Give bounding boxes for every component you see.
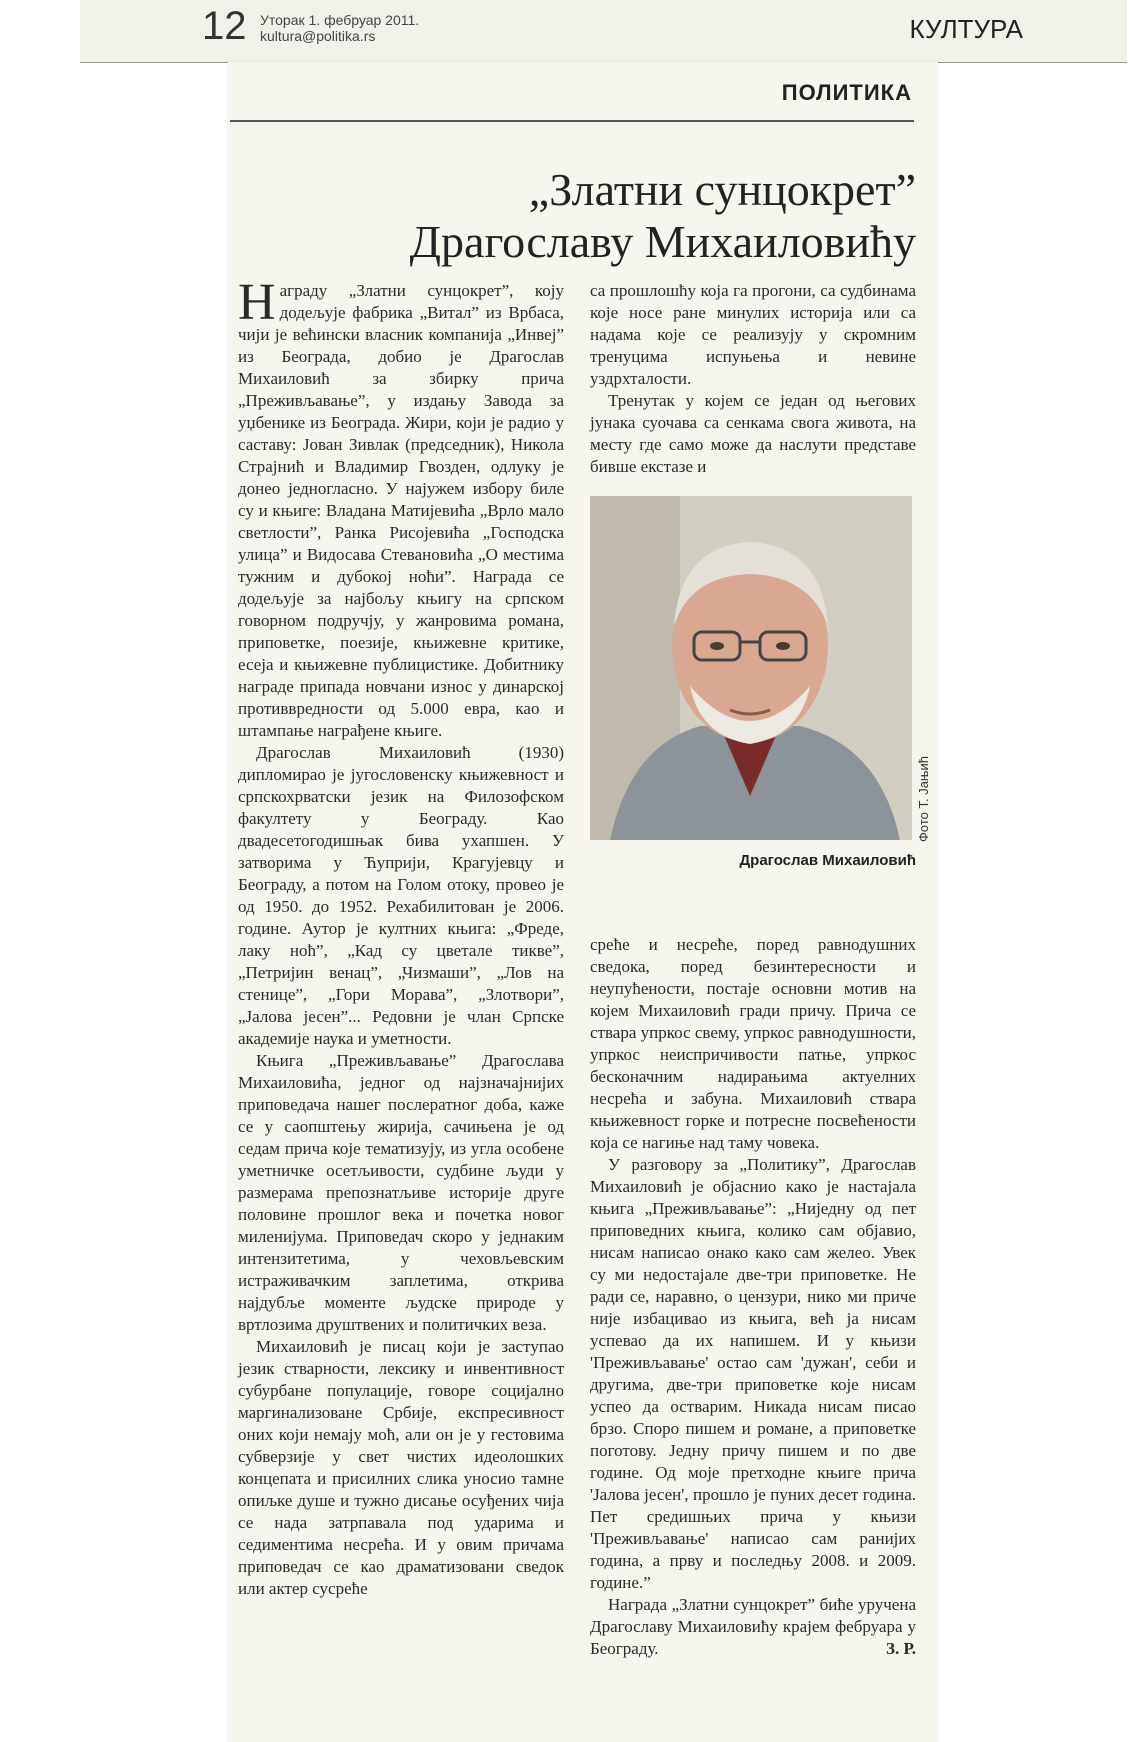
paragraph: Књига „Преживљавање” Драгослава Михаиловића, једног од најзначајнијих приповедача нашег послератног доба, каже се у саопштењу жирија, сачињена је од седам прича које тематизују, из угла особене уметничке осетљивости, судбине људи у размерама препознатљиве историје друге половине прошлог века и почетка новог миленијума. Приповедач скоро у једнаким интензитетима, у чеховљевским истраживачким заплетима, открива најдубље моменте људске природе у вртлозима друштвених и политичких веза. bbox=[238, 1051, 564, 1334]
newspaper-logo: ПОЛИТИКА bbox=[781, 80, 912, 105]
photo-caption: Драгослав Михаиловић bbox=[739, 852, 916, 869]
paragraph: У разговору за „Политику”, Драгослав Михаиловић је објаснио како је настајала књига „Преживљавање”: „Ниједну од пет приповедних књига, колико сам објавио, нисам написао онако како сам желео. Увек су ми недостајале две-три приповетке. Не ради се, наравно, о цензури, нико ми приче није избацивао из књига, већ ја нисам успевао да их напишем. И у књизи 'Преживљавање' остао сам 'дужан', себи и другима, две-три приповетке које нисам успео да остварим. Никада нисам писао брзо. Споро пишем и романе, а приповетке поготову. Једну причу пишем и по две године. Од моје претходне књиге прича 'Јалова јесен', прошло је пуних десет година. Пет средишњих прича у књизи 'Преживљавање' написао сам ранијих година, а прву и последњу 2008. и 2009. године.” bbox=[590, 1155, 916, 1592]
headline-line-2: Драгославу Михаиловићу bbox=[409, 216, 916, 267]
paragraph: Драгослав Михаиловић (1930) дипломирао је југословенску књижевност и српскохрватски језик на Филозофском факултету у Београду. Као двадесетогодишњак бива ухапшен. У затворима у Ћуприји, Крагујевцу и Београду, а потом на Голом отоку, провео је од 1950. до 1952. Рехабилитован је 2006. године. Аутор је култних књига: „Фреде, лаку ноћ”, „Кад су цветале тикве”, „Петријин венац”, „Чизмаши”, „Лов на стенице”, „Гори Морава”, „Злотвори”, „Јалова јесен”... Редовни је члан Српске академије наука и уметности. bbox=[238, 743, 564, 1048]
header-rule bbox=[230, 120, 914, 122]
article-column-1 bbox=[238, 274, 564, 1600]
paragraph: Михаиловић је писац који је заступао језик стварности, лексику и инвентивност субурбане популације, говоре социјално маргинализоване Србије, експресивност оних који немају моћ, али он је у гестовима субверзије у свет чистих идеолошких концепата и присилних слика уносио тамне опиљке душе и тужно дисање осуђених чија се нада затрпавала под ударима и седиментима несрећа. И у овим причама приповедач се као драматизовани сведок или актер сусреће bbox=[238, 1337, 564, 1598]
photo-credit: Фото Т. Јањић bbox=[916, 756, 931, 842]
article-clipping bbox=[228, 62, 938, 1742]
drop-cap: Н bbox=[238, 274, 276, 331]
author-signature: З. Р. bbox=[886, 1639, 916, 1658]
paragraph: Тренутак у којем се један од његових јунака суочава са сенкама свога живота, на месту где само може да наслути представе бивше екстазе и bbox=[590, 391, 916, 476]
page-header-strip bbox=[80, 0, 1127, 63]
section-title: КУЛТУРА bbox=[909, 14, 1023, 44]
page-number: 12 bbox=[202, 4, 247, 48]
article-column-2-top bbox=[590, 280, 916, 478]
author-photo bbox=[590, 496, 912, 840]
paragraph: Награда „Златни сунцокрет” биће уручена Драгославу Михаиловићу крајем фебруара у Београду. З. Р. bbox=[590, 1595, 916, 1658]
paragraph: Награду „Златни сунцокрет”, коју додељује фабрика „Витал” из Врбаса, чији је већински власник компанија „Инвеј” из Београда, добио је Драгослав Михаиловић за збирку прича „Преживљавање”, у издању Завода за уџбенике из Београда. Жири, који је радио у саставу: Јован Зивлак (председник), Никола Страјнић и Владимир Гвозден, одлуку је донео једногласно. У најужем избору биле су и књиге: Владана Матијевића „Врло мало светлости”, Ранка Рисојевића „Господска улица” и Видосава Стевановића „О местима тужним и дубокој ноћи”. Награда се додељује за најбољу књигу на српском говорном подручју, у жанровима романа, приповетке, поезије, књижевне критике, есеја и књижевне публицистике. Добитнику награде припада новчани износ у динарској противвредности од 5.000 евра, као и штампање награђене књиге. bbox=[238, 274, 564, 740]
headline-line-1: „Златни сунцокрет” bbox=[528, 164, 916, 215]
date-email bbox=[260, 12, 419, 44]
publication-date: Уторак 1. фебруар 2011. bbox=[260, 12, 420, 28]
paragraph: среће и несреће, поред равнодушних сведока, поред безинтересности и неупућености, постаје основни мотив на којем Михаиловић гради причу. Прича се ствара упркос свему, упркос равнодушности, упркос неиспричивости патње, упркос бесконачним надирањима актуелних несрећа и забуна. Михаиловић ствара књижевност горке и потресне посвећености која се нагиње над таму човека. bbox=[590, 935, 916, 1152]
section-email: kultura@politika.rs bbox=[260, 28, 376, 44]
portrait-illustration bbox=[590, 496, 912, 840]
article-headline bbox=[410, 164, 916, 268]
article-column-2-bottom bbox=[590, 934, 916, 1660]
paragraph: са прошлошћу која га прогони, са судбинама које носе ране минулих историја или са надама које се реализују у скромним тренуцима испуњења и невине уздрхталости. bbox=[590, 281, 916, 388]
